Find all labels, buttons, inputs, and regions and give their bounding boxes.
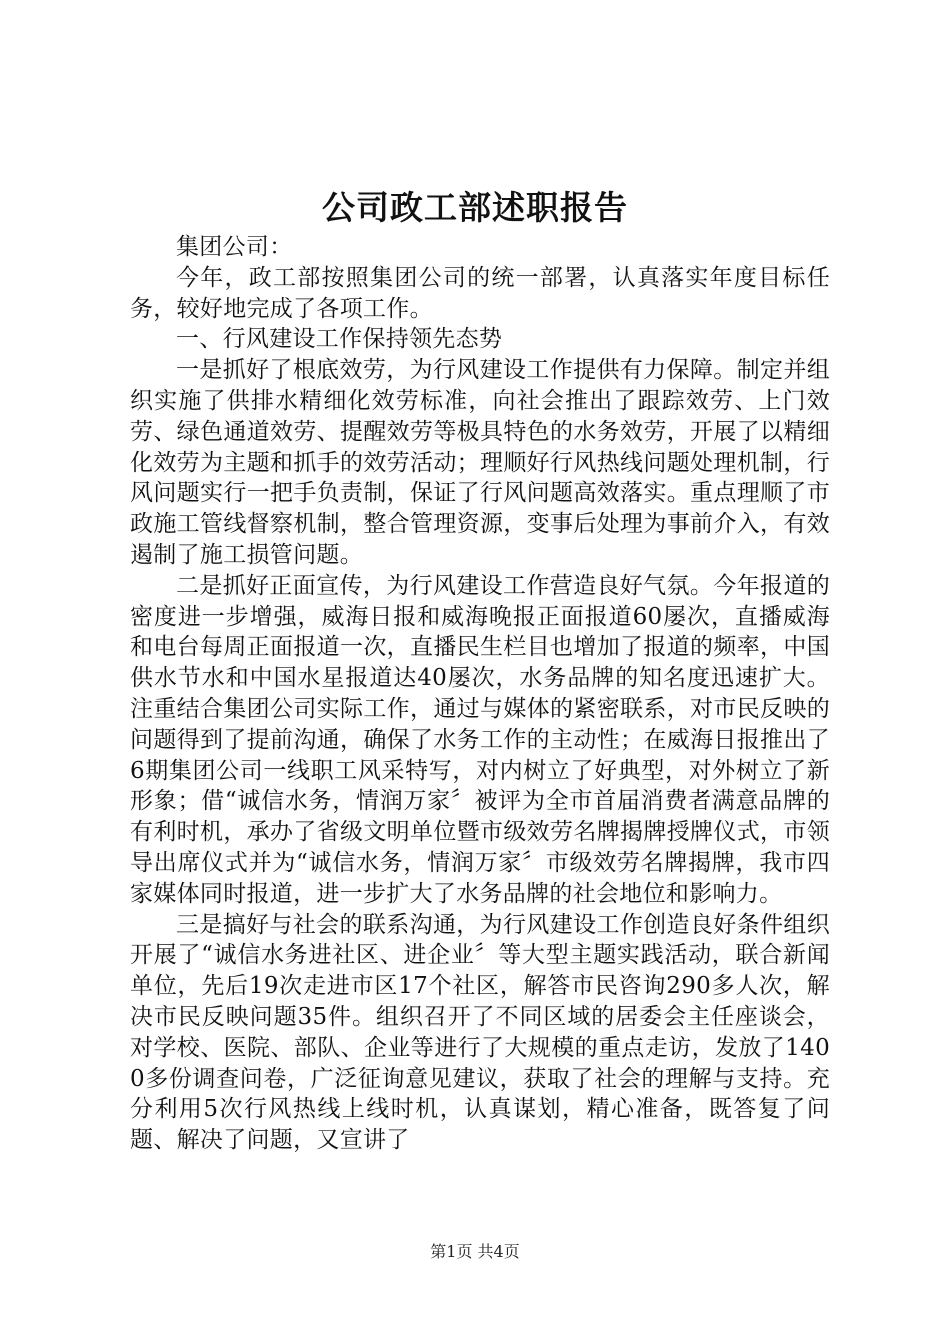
body-paragraph: 三是搞好与社会的联系沟通，为行风建设工作创造良好条件组织开展了“诚信水务进社区、进企业〞等大型主题实践活动，联合新闻单位，先后19次走进市区17个社区，解答市民咨询290多人次，解决市民反映问题35件。组织召开了不同区域的居委会主任座谈会，对学校、医院、部队、企业等进行了大规模的重点走访，发放了1400多份调查问卷，广泛征询意见建议，获取了社会的理解与支持。充分利用5次行风热线上线时机，认真谋划，精心准备，既答复了问题、解决了问题，又宣讲了 [130,911,830,1154]
document-body [130,232,830,1156]
document-title: 公司政工部述职报告 [322,188,628,227]
salutation: 集团公司： [176,234,293,260]
section-heading: 一、行风建设工作保持领先态势 [176,326,503,353]
page-number-footer: 第1页 共4页 [430,1242,520,1261]
body-paragraph: 一是抓好了根底效劳，为行风建设工作提供有力保障。制定并组织实施了供排水精细化效劳标准，向社会推出了跟踪效劳、上门效劳、绿色通道效劳、提醒效劳等极具特色的水务效劳，开展了以精细化效劳为主题和抓手的效劳活动；理顺好行风热线问题处理机制，行风问题实行一把手负责制，保证了行风问题高效落实。重点理顺了市政施工管线督察机制，整合管理资源，变事后处理为事前介入，有效遏制了施工损管问题。 [130,357,830,568]
intro-paragraph: 今年，政工部按照集团公司的统一部署，认真落实年度目标任务，较好地完成了各项工作。 [130,264,830,322]
body-paragraph: 二是抓好正面宣传，为行风建设工作营造良好气氛。今年报道的密度进一步增强，威海日报和威海晚报正面报道60屡次，直播威海和电台每周正面报道一次，直播民生栏目也增加了报道的频率，中国供水节水和中国水星报道达40屡次，水务品牌的知名度迅速扩大。注重结合集团公司实际工作，通过与媒体的紧密联系，对市民反映的问题得到了提前沟通，确保了水务工作的主动性；在威海日报推出了6期集团公司一线职工风采特写，对内树立了好典型，对外树立了新形象；借“诚信水务，情润万家〞被评为全市首届消费者满意品牌的有利时机，承办了省级文明单位暨市级效劳名牌揭牌授牌仪式，市领导出席仪式并为“诚信水务，情润万家〞市级效劳名牌揭牌，我市四家媒体同时报道，进一步扩大了水务品牌的社会地位和影响力。 [130,572,830,907]
